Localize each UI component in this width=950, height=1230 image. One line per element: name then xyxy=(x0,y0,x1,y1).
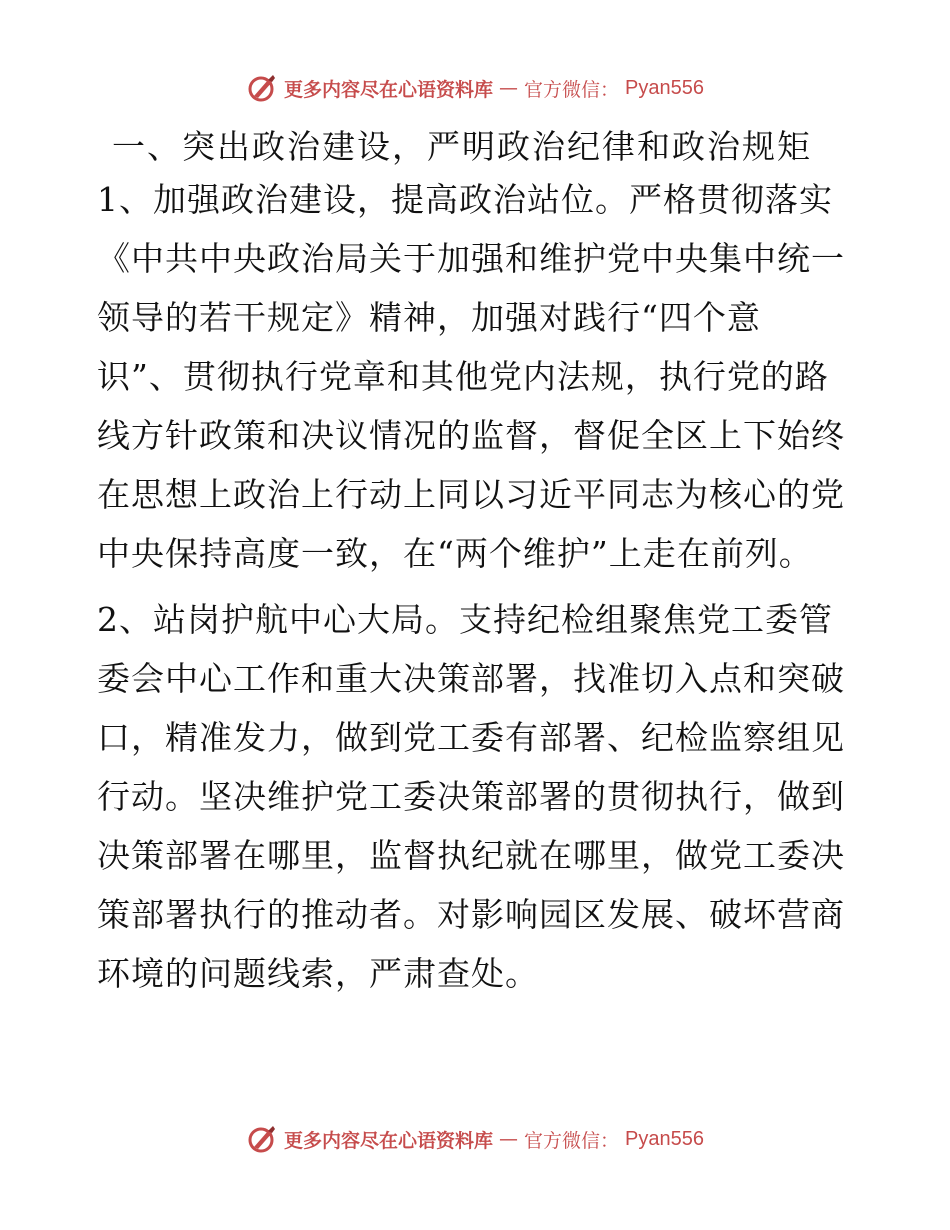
paragraph-line: 策部署执行的推动者。对影响园区发展、破坏营商 xyxy=(97,895,845,934)
header-watermark xyxy=(0,72,950,104)
paragraph-line: 委会中心工作和重大决策部署，找准切入点和突破 xyxy=(97,659,845,698)
paragraph-line: 口，精准发力，做到党工委有部署、纪检监察组见 xyxy=(97,718,845,757)
paragraph-line: 中央保持高度一致，在“两个维护”上走在前列。 xyxy=(97,534,813,573)
paragraph-line: 在思想上政治上行动上同以习近平同志为核心的党 xyxy=(97,475,845,514)
watermark-wechat-id: Pyan556 xyxy=(625,76,704,99)
watermark-official-label: 官方微信： xyxy=(524,1129,620,1152)
watermark-official-label: 官方微信： xyxy=(524,78,620,101)
paragraph-line: 决策部署在哪里，监督执纪就在哪里，做党工委决 xyxy=(97,836,845,875)
paragraph-line: 环境的问题线索，严肃查处。 xyxy=(97,954,539,993)
pen-logo-icon xyxy=(246,1123,278,1155)
watermark-separator: — xyxy=(499,1128,519,1150)
footer-watermark xyxy=(0,1123,950,1155)
paragraph-line: 1、加强政治建设，提高政治站位。严格贯彻落实 xyxy=(97,180,833,219)
watermark-brand: 更多内容尽在心语资料库 xyxy=(284,78,494,101)
paragraph-line: 识”、贯彻执行党章和其他党内法规，执行党的路 xyxy=(97,357,829,396)
paragraph-2 xyxy=(97,590,857,1003)
section-heading: 一、突出政治建设，严明政治纪律和政治规矩 xyxy=(112,127,812,166)
pen-logo-icon xyxy=(246,72,278,104)
paragraph-line: 2、站岗护航中心大局。支持纪检组聚焦党工委管 xyxy=(97,600,833,639)
watermark-wechat-id: Pyan556 xyxy=(625,1127,704,1150)
watermark-brand: 更多内容尽在心语资料库 xyxy=(284,1129,494,1152)
paragraph-line: 行动。坚决维护党工委决策部署的贯彻执行，做到 xyxy=(97,777,845,816)
paragraph-1 xyxy=(97,170,857,583)
paragraph-line: 线方针政策和决议情况的监督，督促全区上下始终 xyxy=(97,416,845,455)
watermark-separator: — xyxy=(499,77,519,99)
paragraph-line: 领导的若干规定》精神，加强对践行“四个意 xyxy=(97,298,761,337)
paragraph-line: 《中共中央政治局关于加强和维护党中央集中统一 xyxy=(97,239,845,278)
